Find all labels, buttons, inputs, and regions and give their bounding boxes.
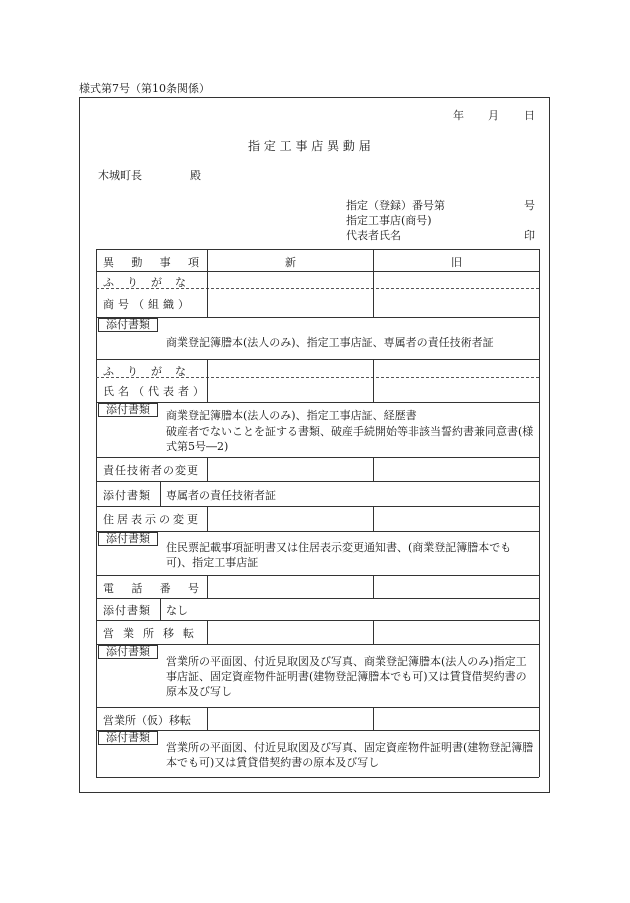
form-number-label: 様式第7号（第10条関係） [79, 82, 210, 95]
date-day: 日 [524, 109, 535, 122]
phone-label: 電 話 番 号 [103, 582, 199, 595]
header-new-label: 新 [285, 256, 296, 269]
company-attachments-text: 商業登記簿謄本(法人のみ)、指定工事店証、専属者の責任技術者証 [166, 336, 494, 349]
company-attachment-tag: 添付書類 [98, 318, 158, 332]
seal-mark: 印 [524, 229, 535, 242]
company-name-label: 商号（組織） [103, 298, 193, 311]
rep-furigana-label: ふりがな [103, 365, 199, 378]
engineer-attachments-text: 専属者の責任技術者証 [166, 489, 276, 502]
temp-office-move-label: 営業所（仮）移転 [103, 714, 191, 727]
engineer-change-label: 責任技術者の変更 [103, 464, 199, 477]
phone-attachment-tag: 添付書類 [103, 604, 151, 617]
rep-name-label: 氏名（代表者） [103, 385, 208, 398]
header-item-label: 異 動 事 項 [103, 256, 199, 269]
header-old-label: 旧 [451, 256, 462, 269]
document-title: 指 定 工 事 店 異 動 届 [248, 139, 371, 153]
temp-office-attachment-tag: 添付書類 [98, 731, 158, 745]
address-attachment-tag: 添付書類 [98, 532, 158, 546]
engineer-attachment-tag: 添付書類 [103, 489, 151, 502]
addressee-honorific: 殿 [190, 169, 201, 182]
addressee-name: 木城町長 [98, 169, 142, 182]
registration-number-suffix: 号 [524, 199, 535, 212]
temp-office-attachments-text: 営業所の平面図、付近見取図及び写真、固定資産物件証明書(建物登記簿謄本でも可)又は賃貸借契約書の原本及び写し [166, 741, 534, 769]
office-move-label: 営業所移転 [103, 627, 203, 640]
shop-name-label: 指定工事店(商号) [346, 214, 432, 227]
representative-name-label: 代表者氏名 [346, 229, 401, 242]
date-year: 年 [453, 109, 464, 122]
office-attachment-tag: 添付書類 [98, 645, 158, 659]
rep-attachments-text: 商業登記簿謄本(法人のみ)、指定工事店証、経歴書 [166, 409, 417, 422]
office-attachments-text: 営業所の平面図、付近見取図及び写真、商業登記簿謄本(法人のみ)指定工事店証、固定資産物件証明書(建物登記簿謄本でも可)又は賃貸借契約書の原本及び写し [166, 655, 527, 698]
rep-attachment-tag: 添付書類 [98, 403, 158, 417]
date-month: 月 [488, 109, 499, 122]
company-furigana-label: ふりがな [103, 276, 199, 289]
address-attachments-text: 住民票記載事項証明書又は住居表示変更通知書、(商業登記簿謄本でも可)、指定工事店証 [166, 541, 512, 569]
registration-number-label: 指定（登録）番号第 [346, 199, 445, 212]
address-change-label: 住居表示の変更 [103, 513, 201, 526]
phone-attachments-text: なし [166, 604, 188, 617]
rep-attachments-text-2: 破産者でないことを証する書類、破産手続開始等非該当誓約書兼同意書(様式第5号―2) [166, 425, 534, 453]
